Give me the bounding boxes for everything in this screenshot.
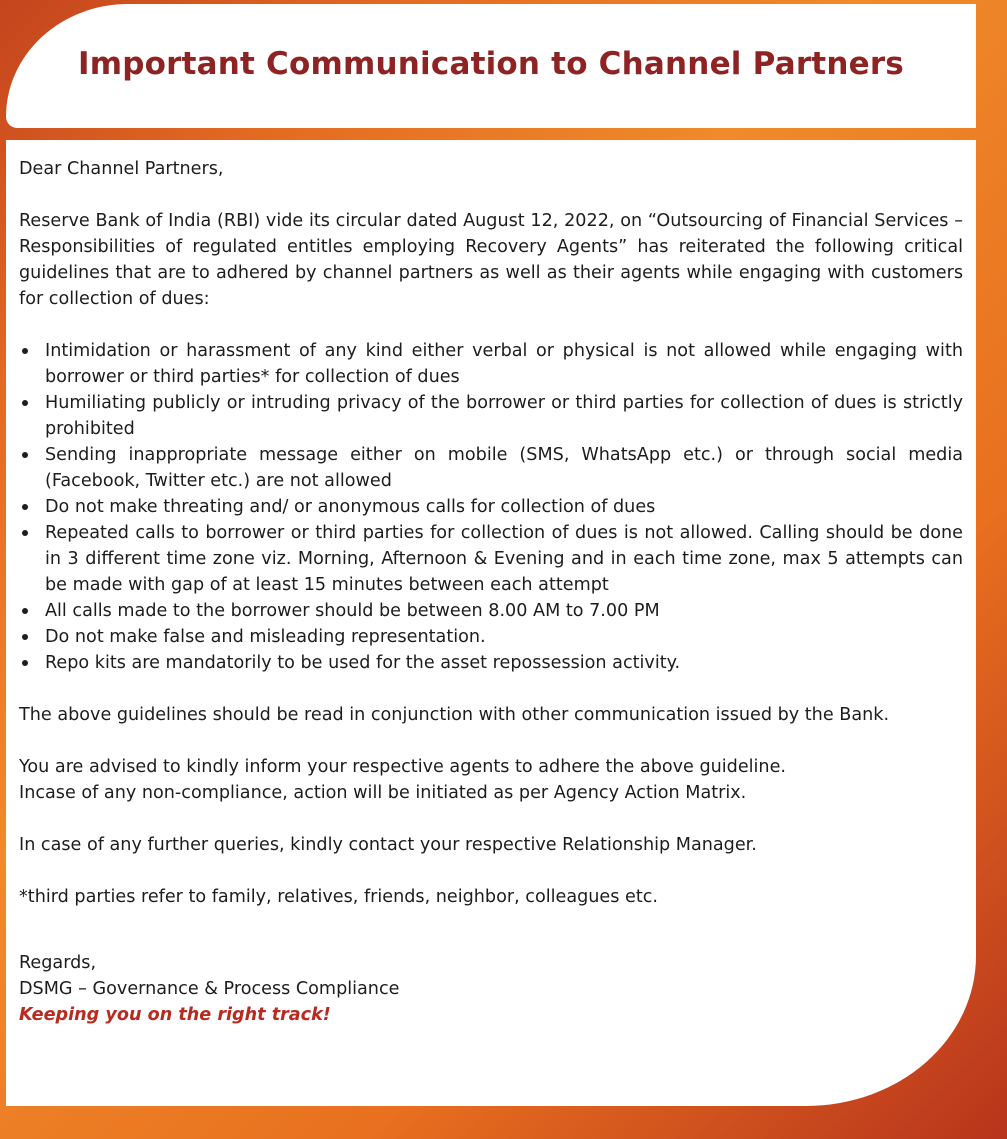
list-item	[19, 494, 963, 520]
list-item	[19, 390, 963, 442]
guideline-text: All calls made to the borrower should be between 8.00 AM to 7.00 PM	[45, 601, 660, 621]
intro-paragraph: Reserve Bank of India (RBI) vide its circular dated August 12, 2022, on “Outsourcing of Financial Services – Responsibilities of regulated entitles employing Recovery Agents” has reiterated the following critical guidelines that are to adhered by channel partners as well as their agents while engaging with customers for collection of dues:	[19, 211, 963, 309]
signature: DSMG – Governance & Process Compliance	[19, 979, 400, 999]
bullet-icon	[22, 348, 28, 354]
bullet-icon	[22, 400, 28, 406]
list-item	[19, 338, 963, 390]
conjunction-note: The above guidelines should be read in conjunction with other communication issued by the Bank.	[19, 705, 890, 725]
salutation: Dear Channel Partners,	[19, 159, 224, 179]
footnote: *third parties refer to family, relatives, friends, neighbor, colleagues etc.	[19, 887, 658, 907]
list-item	[19, 598, 963, 624]
list-item	[19, 520, 963, 598]
advice-line-1: You are advised to kindly inform your respective agents to adhere the above guideline.	[19, 757, 787, 777]
guideline-text: Do not make threating and/ or anonymous calls for collection of dues	[45, 497, 656, 517]
queries-note: In case of any further queries, kindly contact your respective Relationship Manager.	[19, 835, 757, 855]
bullet-icon	[22, 634, 28, 640]
guideline-text: Repo kits are mandatorily to be used for the asset repossession activity.	[45, 653, 681, 673]
letter-content	[19, 156, 963, 1028]
guideline-text: Do not make false and misleading representation.	[45, 627, 486, 647]
page-title: Important Communication to Channel Partners	[78, 46, 904, 82]
guideline-text: Intimidation or harassment of any kind either verbal or physical is not allowed while engaging with borrower or third parties* for collection of dues	[45, 341, 963, 387]
bullet-icon	[22, 452, 28, 458]
tagline: Keeping you on the right track!	[19, 1005, 331, 1025]
closing: Regards,	[19, 953, 97, 973]
bullet-icon	[22, 608, 28, 614]
guidelines-list	[19, 338, 963, 676]
guideline-text: Humiliating publicly or intruding privacy of the borrower or third parties for collection of dues is strictly prohibited	[45, 393, 963, 439]
list-item	[19, 624, 963, 650]
header-panel	[6, 4, 976, 128]
list-item	[19, 650, 963, 676]
bullet-icon	[22, 660, 28, 666]
letter-panel	[6, 140, 976, 1106]
list-item	[19, 442, 963, 494]
guideline-text: Sending inappropriate message either on mobile (SMS, WhatsApp etc.) or through social media (Facebook, Twitter etc.) are not allowed	[45, 445, 963, 491]
bullet-icon	[22, 530, 28, 536]
bullet-icon	[22, 504, 28, 510]
advice-line-2: Incase of any non-compliance, action will be initiated as per Agency Action Matrix.	[19, 783, 747, 803]
guideline-text: Repeated calls to borrower or third parties for collection of dues is not allowed. Calling should be done in 3 different time zone viz. Morning, Afternoon & Evening and in each time zone, max 5 attempts can be made with gap of at least 15 minutes between each attempt	[45, 523, 963, 595]
